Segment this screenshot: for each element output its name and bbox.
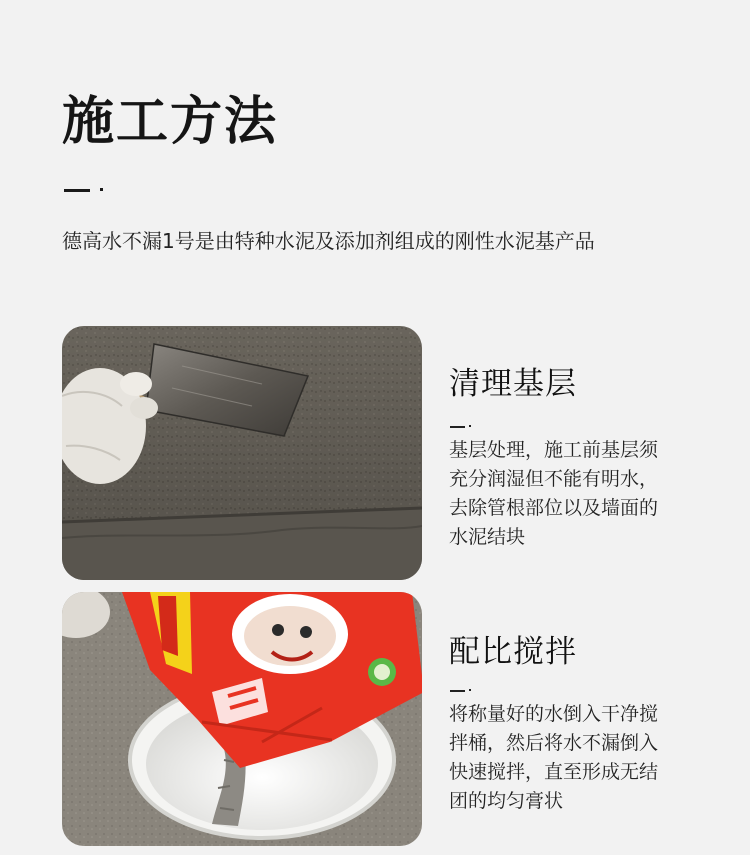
description-line: 水泥结块	[449, 526, 526, 548]
description-line: 去除管根部位以及墙面的	[449, 497, 659, 519]
mixing-bucket-photo	[62, 592, 422, 846]
step-divider-dot	[469, 689, 471, 691]
description-line: 将称量好的水倒入干净搅	[449, 703, 659, 725]
title-divider-dot	[100, 188, 103, 191]
description-line: 团的均匀膏状	[449, 790, 564, 812]
intro-text: 德高水不漏1号是由特种水泥及添加剂组成的刚性水泥基产品	[62, 229, 595, 253]
step-divider	[450, 690, 465, 692]
step-description	[449, 436, 689, 552]
description-line: 拌桶，然后将水不漏倒入	[449, 732, 659, 754]
step-divider	[450, 426, 465, 428]
description-line: 快速搅拌，直至形成无结	[449, 761, 659, 783]
step-title: 清理基层	[449, 366, 577, 402]
description-line: 充分润湿但不能有明水，	[449, 468, 659, 490]
title-divider	[64, 189, 90, 192]
step-clean-base	[0, 326, 750, 584]
step-description	[449, 700, 689, 816]
trowel-wall-photo	[62, 326, 422, 580]
step-mix	[0, 592, 750, 850]
step-title: 配比搅拌	[449, 634, 577, 670]
step-divider-dot	[469, 425, 471, 427]
page-title: 施工方法	[62, 92, 279, 152]
description-line: 基层处理，施工前基层须	[449, 439, 659, 461]
